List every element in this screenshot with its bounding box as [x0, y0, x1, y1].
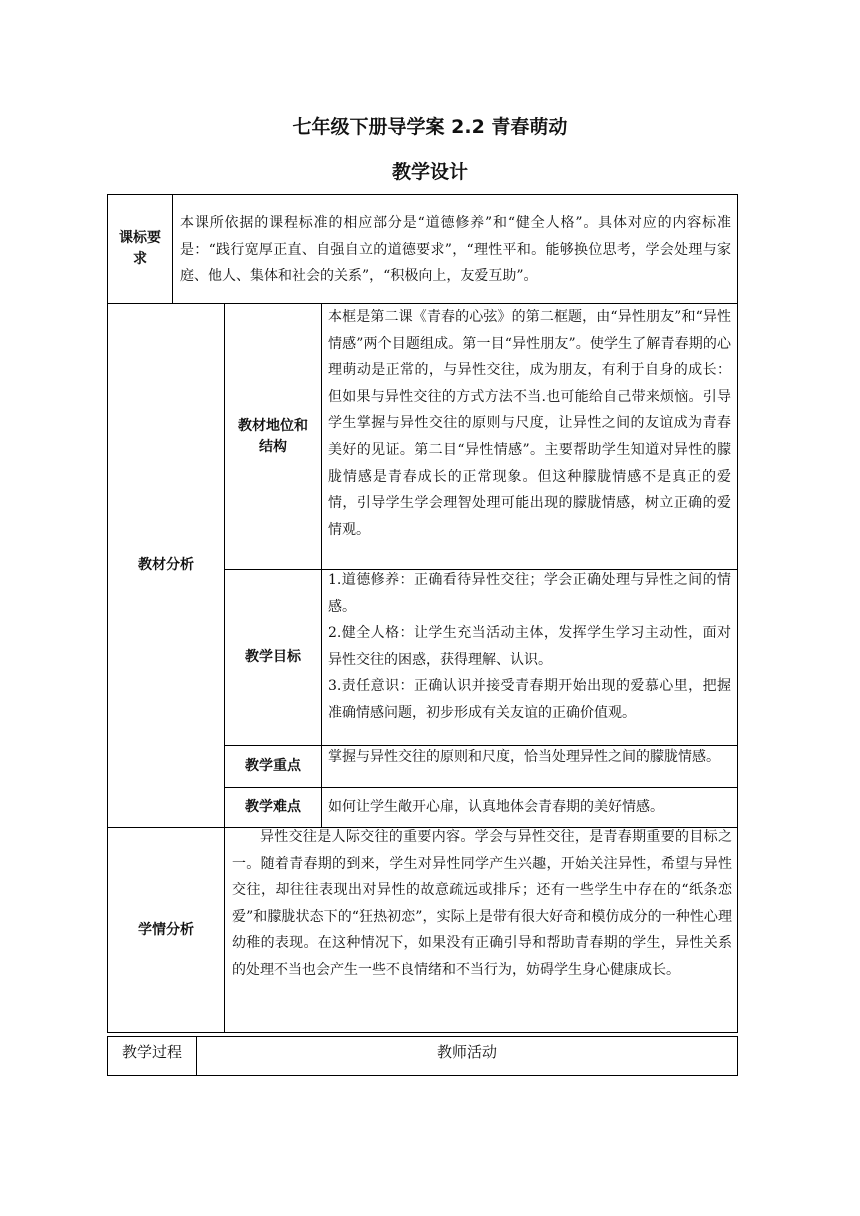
curriculum-label-line1: 课标要 — [119, 230, 161, 246]
student-analysis-label: 学情分析 — [138, 922, 194, 938]
teaching-goals-list — [328, 567, 731, 727]
column-divider — [321, 303, 322, 827]
goal-item: 2.健全人格：让学生充当活动主体，发挥学生学习主动性，面对异性交往的困惑，获得理解、认识。 — [328, 625, 731, 668]
key-points-text: 掌握与异性交往的原则和尺度，恰当处理异性之间的朦胧情感。 — [328, 749, 720, 765]
difficulties-text: 如何让学生敞开心扉，认真地体会青春期的美好情感。 — [328, 799, 664, 815]
curriculum-label — [108, 195, 172, 303]
textbook-position-label — [225, 304, 321, 569]
goal-item: 3.责任意识：正确认识并接受青春期开始出现的爱慕心里，把握准确情感问题，初步形成有关友谊的正确价值观。 — [328, 678, 731, 721]
goal-item: 1.道德修养：正确看待异性交往；学会正确处理与异性之间的情感。 — [328, 572, 731, 615]
document-title: 七年级下册导学案 2.2 青春萌动 — [292, 116, 568, 138]
teaching-goals-label: 教学目标 — [245, 649, 301, 665]
document-subtitle: 教学设计 — [391, 161, 468, 183]
curriculum-text: 本课所依据的课程标准的相应部分是“道德修养”和“健全人格”。具体对应的内容标准是：“践行宽厚正直、自强自立的道德要求”，“理性平和。能够换位思考，学会处理与家庭、他人、集体和社会的关系”，“积极向上，友爱互助”。 — [180, 215, 731, 285]
column-divider — [172, 194, 173, 303]
textbook-position-text: 本框是第二课《青春的心弦》的第二框题，由“异性朋友”和“异性情感”两个目题组成。第一目“异性朋友”。使学生了解青春期的心理萌动是正常的，与异性交往，成为朋友，有利于自身的成长：但如果与异性交往的方式方法不当.也可能给自己带来烦恼。引导学生掌握与异性交往的原则与尺度，让异性之间的友谊成为青春美好的见证。第二目“异性情感”。主要帮助学生知道对异性的朦胧情感是青春成长的正常现象。但这种朦胧情感不是真正的爱情，引导学生学会理智处理可能出现的朦胧情感，树立正确的爱情观。 — [328, 309, 731, 538]
student-analysis-text: 异性交往是人际交往的重要内容。学会与异性交往，是青春期重要的目标之一。随着青春期的到来，学生对异性同学产生兴趣，开始关注异性，希望与异性交往，却往往表现出对异性的故意疏远或排斥；还有一些学生中存在的“纸条恋爱”和朦胧状态下的“狂热初恋”，实际上是带有很大好奇和模仿成分的一种性心理幼稚的表现。在这种情况下，如果没有正确引导和帮助青春期的学生，异性关系的处理不当也会产生一些不良情绪和不当行为，妨碍学生身心健康成长。 — [232, 829, 732, 978]
curriculum-label-line2: 求 — [133, 251, 147, 267]
teacher-activity-header: 教师活动 — [436, 1042, 497, 1061]
key-points-label: 教学重点 — [245, 758, 301, 774]
textbook-analysis-label: 教材分析 — [138, 557, 194, 573]
process-label: 教学过程 — [121, 1042, 182, 1061]
textbook-position-label-line1: 教材地位和 — [238, 417, 308, 434]
textbook-position-label-line2: 结构 — [259, 438, 287, 455]
difficulties-label: 教学难点 — [245, 799, 301, 815]
